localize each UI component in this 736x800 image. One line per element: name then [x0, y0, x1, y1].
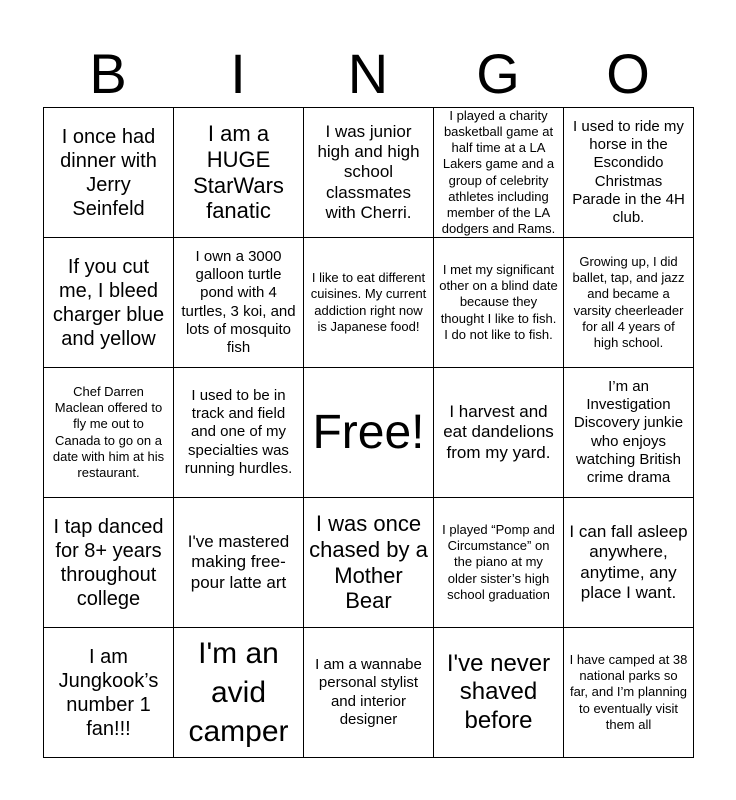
bingo-cell[interactable]: I was junior high and high school classmates with Cherri. — [304, 108, 434, 238]
bingo-cell[interactable]: I am a HUGE StarWars fanatic — [174, 108, 304, 238]
free-space-cell[interactable]: Free! — [304, 368, 434, 498]
bingo-cell[interactable]: I tap danced for 8+ years throughout college — [44, 498, 174, 628]
bingo-cell[interactable]: I played a charity basketball game at half time at a LA Lakers game and a group of celebrity athletes including member of the LA dodgers and Rams. — [434, 108, 564, 238]
bingo-cell[interactable]: I like to eat different cuisines. My current addiction right now is Japanese food! — [304, 238, 434, 368]
bingo-cell[interactable]: I've never shaved before — [434, 628, 564, 758]
bingo-header — [43, 42, 693, 106]
bingo-cell[interactable]: I own a 3000 galloon turtle pond with 4 turtles, 3 koi, and lots of mosquito fish — [174, 238, 304, 368]
bingo-cell[interactable]: I am Jungkook’s number 1 fan!!! — [44, 628, 174, 758]
bingo-cell[interactable]: I was once chased by a Mother Bear — [304, 498, 434, 628]
header-letter-i: I — [230, 42, 246, 105]
header-letter-o: O — [606, 42, 650, 105]
bingo-cell[interactable]: I once had dinner with Jerry Seinfeld — [44, 108, 174, 238]
bingo-cell[interactable]: I have camped at 38 national parks so far, and I’m planning to eventually visit them all — [564, 628, 694, 758]
bingo-cell[interactable]: I used to ride my horse in the Escondido Christmas Parade in the 4H club. — [564, 108, 694, 238]
bingo-cell[interactable]: If you cut me, I bleed charger blue and yellow — [44, 238, 174, 368]
bingo-cell[interactable]: I used to be in track and field and one of my specialties was running hurdles. — [174, 368, 304, 498]
bingo-cell[interactable]: I met my significant other on a blind date because they thought I like to fish. I do not like to fish. — [434, 238, 564, 368]
bingo-cell[interactable]: I've mastered making free-pour latte art — [174, 498, 304, 628]
header-letter-b: B — [89, 42, 127, 105]
bingo-cell[interactable]: I’m an Investigation Discovery junkie who enjoys watching British crime drama — [564, 368, 694, 498]
bingo-cell[interactable]: I am a wannabe personal stylist and interior designer — [304, 628, 434, 758]
bingo-cell[interactable]: Growing up, I did ballet, tap, and jazz and became a varsity cheerleader for all 4 years of high school. — [564, 238, 694, 368]
bingo-cell[interactable]: I can fall asleep anywhere, anytime, any place I want. — [564, 498, 694, 628]
header-letter-g: G — [476, 42, 520, 105]
header-letter-n: N — [347, 42, 389, 105]
bingo-cell[interactable]: Chef Darren Maclean offered to fly me out to Canada to go on a date with him at his restaurant. — [44, 368, 174, 498]
bingo-board — [43, 107, 694, 758]
bingo-cell[interactable]: I'm an avid camper — [174, 628, 304, 758]
bingo-cell[interactable]: I played “Pomp and Circumstance” on the piano at my older sister’s high school graduation — [434, 498, 564, 628]
bingo-cell[interactable]: I harvest and eat dandelions from my yard. — [434, 368, 564, 498]
